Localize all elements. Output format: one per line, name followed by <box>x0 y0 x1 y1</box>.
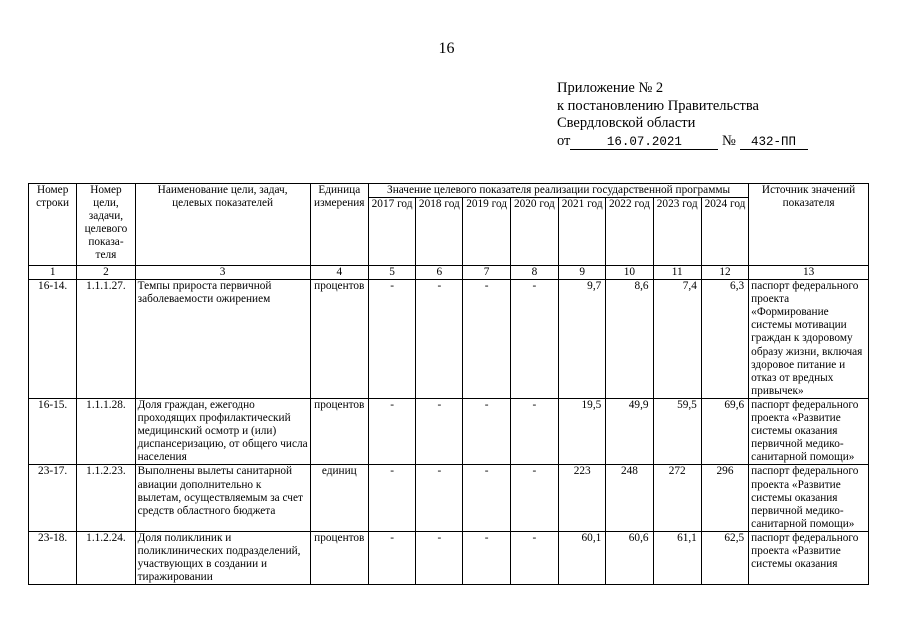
value-2017: - <box>368 465 415 531</box>
value-2024: 6,3 <box>701 280 748 399</box>
resolution-number: 432-ПП <box>740 135 808 150</box>
column-number: 13 <box>749 266 869 280</box>
value-2019: - <box>463 531 510 584</box>
value-2023: 7,4 <box>653 280 701 399</box>
appendix-title: Приложение № 2 <box>557 80 664 96</box>
column-number: 6 <box>416 266 463 280</box>
header-name: Наименование цели, задач, целевых показателей <box>135 184 310 266</box>
indicator-code: 1.1.1.28. <box>77 398 135 464</box>
indicator-code: 1.1.2.24. <box>77 531 135 584</box>
value-2019: - <box>463 280 510 399</box>
indicator-name: Выполнены вылеты санитарной авиации дополнительно к вылетам, осуществляемым за счет средств областного бюджета <box>135 465 310 531</box>
value-2022: 60,6 <box>606 531 653 584</box>
header-source: Источник значений показателя <box>749 184 869 266</box>
value-2022: 49,9 <box>606 398 653 464</box>
column-number: 9 <box>559 266 606 280</box>
indicator-source: паспорт федерального проекта «Развитие системы оказания первичной медико-санитарной помощи» <box>749 465 869 531</box>
value-2018: - <box>416 465 463 531</box>
indicator-unit: единиц <box>310 465 368 531</box>
header-year: 2018 год <box>416 198 463 266</box>
indicator-source: паспорт федерального проекта «Развитие системы оказания первичной медико-санитарной помощи» <box>749 398 869 464</box>
header-year: 2021 год <box>559 198 606 266</box>
indicator-source: паспорт федерального проекта «Формирование системы мотивации граждан к здоровому образу жизни, включая здоровое питание и отказ от вредных привычек» <box>749 280 869 399</box>
table-row <box>29 280 869 399</box>
indicator-unit: процентов <box>310 531 368 584</box>
column-number: 10 <box>606 266 653 280</box>
indicator-code: 1.1.2.23. <box>77 465 135 531</box>
indicator-name: Темпы прироста первичной заболеваемости ожирением <box>135 280 310 399</box>
value-2017: - <box>368 398 415 464</box>
value-2017: - <box>368 531 415 584</box>
appendix-region: Свердловской области <box>557 115 696 131</box>
value-2022: 248 <box>606 465 653 531</box>
value-2024: 62,5 <box>701 531 748 584</box>
column-number: 1 <box>29 266 77 280</box>
value-2021: 223 <box>559 465 606 531</box>
header-goal-number: Номер цели, задачи, целевого показа-теля <box>77 184 135 266</box>
indicators-table <box>28 183 869 585</box>
value-2024: 69,6 <box>701 398 748 464</box>
value-2021: 9,7 <box>559 280 606 399</box>
row-number: 23-18. <box>29 531 77 584</box>
column-number: 7 <box>463 266 510 280</box>
table-row <box>29 398 869 464</box>
header-values-group: Значение целевого показателя реализации государственной программы <box>368 184 748 198</box>
column-number: 4 <box>310 266 368 280</box>
column-number: 3 <box>135 266 310 280</box>
value-2020: - <box>510 465 558 531</box>
value-2019: - <box>463 398 510 464</box>
table-row <box>29 465 869 531</box>
value-2020: - <box>510 280 558 399</box>
row-number: 23-17. <box>29 465 77 531</box>
indicator-unit: процентов <box>310 398 368 464</box>
number-prefix: № <box>722 132 736 149</box>
value-2022: 8,6 <box>606 280 653 399</box>
indicator-source: паспорт федерального проекта «Развитие системы оказания <box>749 531 869 584</box>
row-number: 16-15. <box>29 398 77 464</box>
header-year: 2019 год <box>463 198 510 266</box>
indicator-name: Доля граждан, ежегодно проходящих профилактический медицинский осмотр и (или) диспансеризацию, от общего числа населения <box>135 398 310 464</box>
column-number: 8 <box>510 266 558 280</box>
value-2020: - <box>510 531 558 584</box>
value-2018: - <box>416 280 463 399</box>
value-2023: 61,1 <box>653 531 701 584</box>
value-2018: - <box>416 398 463 464</box>
value-2023: 272 <box>653 465 701 531</box>
header-unit: Единица измерения <box>310 184 368 266</box>
value-2024: 296 <box>701 465 748 531</box>
resolution-date: 16.07.2021 <box>570 135 718 150</box>
value-2023: 59,5 <box>653 398 701 464</box>
indicator-unit: процентов <box>310 280 368 399</box>
header-year: 2022 год <box>606 198 653 266</box>
appendix-date-line <box>557 133 808 151</box>
value-2021: 19,5 <box>559 398 606 464</box>
header-row-number: Номер строки <box>29 184 77 266</box>
value-2018: - <box>416 531 463 584</box>
column-number: 2 <box>77 266 135 280</box>
value-2019: - <box>463 465 510 531</box>
date-prefix: от <box>557 132 571 149</box>
indicator-name: Доля поликлиник и поликлинических подразделений, участвующих в создании и тиражировании <box>135 531 310 584</box>
row-number: 16-14. <box>29 280 77 399</box>
page-number: 16 <box>438 40 455 57</box>
header-year: 2023 год <box>653 198 701 266</box>
value-2020: - <box>510 398 558 464</box>
header-year: 2024 год <box>701 198 748 266</box>
value-2021: 60,1 <box>559 531 606 584</box>
appendix-resolution: к постановлению Правительства <box>557 97 759 114</box>
column-number: 11 <box>653 266 701 280</box>
indicator-code: 1.1.1.27. <box>77 280 135 399</box>
column-number: 5 <box>368 266 415 280</box>
column-number: 12 <box>701 266 748 280</box>
value-2017: - <box>368 280 415 399</box>
header-year: 2020 год <box>510 198 558 266</box>
appendix-block <box>557 80 808 150</box>
table-row <box>29 531 869 584</box>
column-numbers-row <box>29 266 869 280</box>
header-year: 2017 год <box>368 198 415 266</box>
